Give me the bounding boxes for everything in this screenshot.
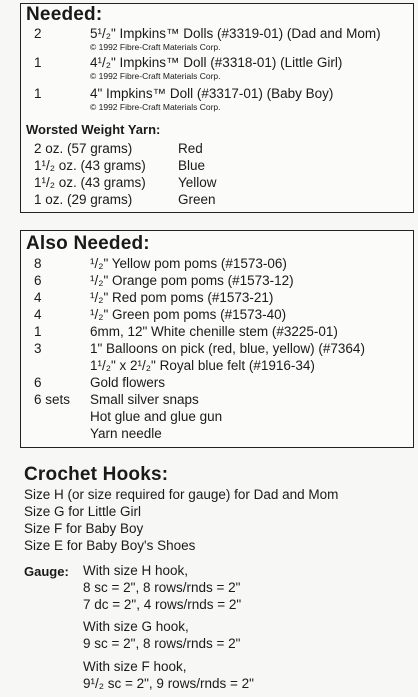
also-item-4: ¹/₂" Green pom poms (#1573-40) (90, 307, 287, 322)
hook-line-1: Size H (or size required for gauge) for Dad and Mom (24, 487, 339, 502)
needed-copyright-2: © 1992 Fibre-Craft Materials Corp. (90, 71, 221, 81)
yarn-amount-1: 2 oz. (57 grams) (34, 141, 133, 156)
yarn-color-3: Yellow (178, 175, 217, 190)
gauge-h-line-2: 7 dc = 2", 4 rows/rnds = 2" (83, 597, 242, 612)
gauge-g-line-1: 9 sc = 2", 8 rows/rnds = 2" (83, 636, 241, 651)
needed-qty-1: 2 (34, 26, 42, 41)
yarn-amount-4: 1 oz. (29 grams) (34, 192, 133, 207)
also-item-3: ¹/₂" Red pom poms (#1573-21) (90, 290, 274, 305)
also-needed-title: Also Needed: (26, 233, 150, 254)
also-item-11: Yarn needle (90, 426, 162, 441)
gauge-g-head: With size G hook, (83, 619, 189, 634)
yarn-title: Worsted Weight Yarn: (26, 122, 161, 137)
needed-title: Needed: (26, 4, 103, 25)
gauge-f-line-1: 9¹/₂ sc = 2", 9 rows/rnds = 2" (83, 676, 254, 691)
yarn-color-1: Red (178, 141, 203, 156)
hooks-title: Crochet Hooks: (24, 464, 169, 485)
also-item-7: 1¹/₂" x 2¹/₂" Royal blue felt (#1916-34) (90, 358, 315, 373)
also-item-2: ¹/₂" Orange pom poms (#1573-12) (90, 273, 294, 288)
gauge-f-head: With size F hook, (83, 659, 187, 674)
hook-line-3: Size F for Baby Boy (24, 521, 144, 536)
also-qty-1: 8 (34, 256, 42, 271)
also-item-9: Small silver snaps (90, 392, 199, 407)
needed-qty-2: 1 (34, 55, 42, 70)
hook-line-4: Size E for Baby Boy's Shoes (24, 538, 196, 553)
needed-copyright-1: © 1992 Fibre-Craft Materials Corp. (90, 42, 221, 52)
gauge-h-line-1: 8 sc = 2", 8 rows/rnds = 2" (83, 580, 241, 595)
also-qty-9: 6 sets (34, 392, 71, 407)
gauge-h-head: With size H hook, (83, 563, 189, 578)
also-qty-6: 3 (34, 341, 42, 356)
needed-item-2: 4¹/₂" Impkins™ Doll (#3318-01) (Little Girl) (90, 55, 343, 70)
yarn-amount-2: 1¹/₂ oz. (43 grams) (34, 158, 146, 173)
also-item-10: Hot glue and glue gun (90, 409, 223, 424)
also-qty-4: 4 (34, 307, 42, 322)
yarn-color-4: Green (178, 192, 216, 207)
yarn-color-2: Blue (178, 158, 206, 173)
gauge-label: Gauge: (24, 564, 69, 579)
needed-item-1: 5¹/₂" Impkins™ Dolls (#3319-01) (Dad and Mom) (90, 26, 381, 41)
also-qty-8: 6 (34, 375, 42, 390)
also-item-8: Gold flowers (90, 375, 166, 390)
also-qty-3: 4 (34, 290, 42, 305)
hook-line-2: Size G for Little Girl (24, 504, 142, 519)
needed-item-3: 4" Impkins™ Doll (#3317-01) (Baby Boy) (90, 86, 334, 101)
also-qty-2: 6 (34, 273, 42, 288)
yarn-amount-3: 1¹/₂ oz. (43 grams) (34, 175, 146, 190)
also-item-5: 6mm, 12" White chenille stem (#3225-01) (90, 324, 338, 339)
also-item-1: ¹/₂" Yellow pom poms (#1573-06) (90, 256, 287, 271)
also-item-6: 1" Balloons on pick (red, blue, yellow) (#7364) (90, 341, 365, 356)
needed-qty-3: 1 (34, 86, 42, 101)
needed-copyright-3: © 1992 Fibre-Craft Materials Corp. (90, 102, 221, 112)
also-qty-5: 1 (34, 324, 42, 339)
